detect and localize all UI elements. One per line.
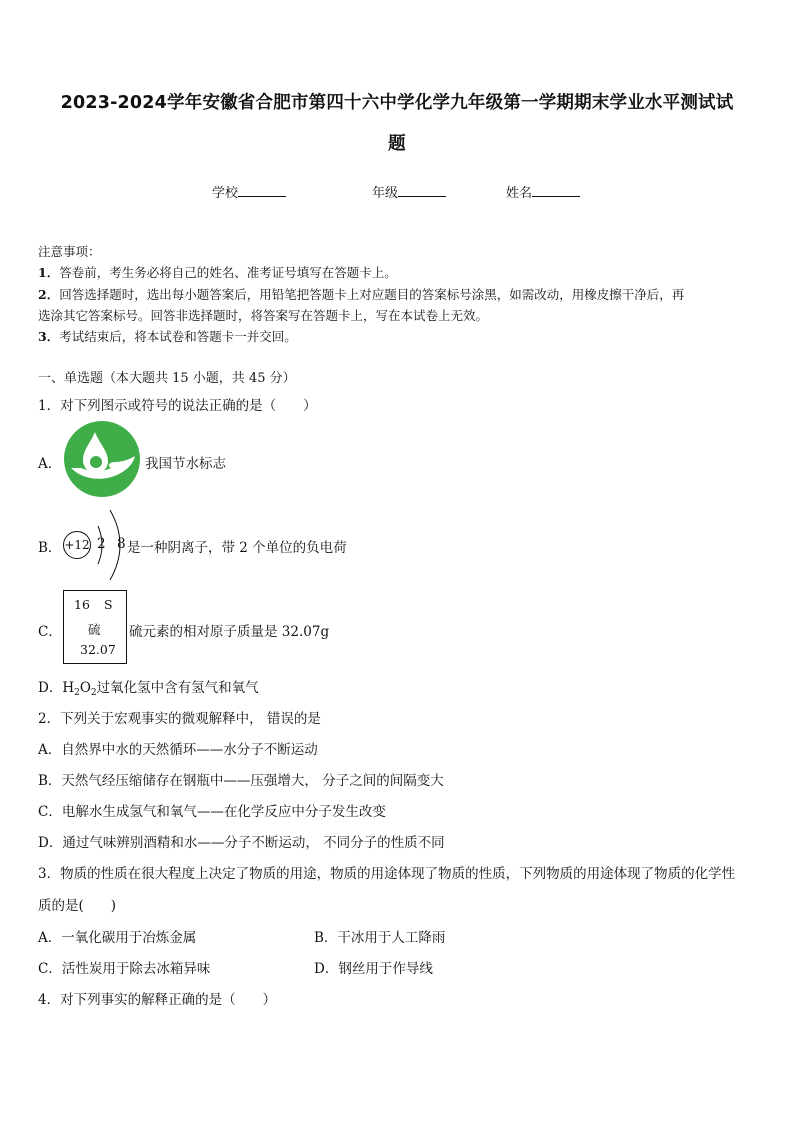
q3-stem-line2: 质的是( ) [38,898,117,914]
water-saving-logo-icon [63,420,141,498]
q4-stem: 4．对下列事实的解释正确的是（ ） [38,992,277,1008]
element-name: 硫 [88,622,101,637]
nucleus-circle: +12 [63,531,91,559]
notes-item-2 [38,284,684,305]
q3-stem-line1: 3．物质的性质在很大程度上决定了物质的用途，物质的用途体现了物质的性质，下列物质的用途体现了物质的化学性 [38,866,736,882]
school-blank [238,184,286,197]
q2-option-b: B．天然气经压缩储存在钢瓶中——压强增大， 分子之间的间隔变大 [38,773,444,789]
notes-item-1 [38,262,397,283]
notes-item-3 [38,326,297,347]
q1-option-a-text: 我国节水标志 [145,456,226,472]
element-card [63,590,127,664]
notes-item-text: 考试结束后，将本试卷和答题卡一并交回。 [59,329,297,344]
q3-option-d: D．钢丝用于作导线 [314,961,433,977]
grade-field [372,182,446,201]
name-field [506,182,580,201]
q2-option-c: C．电解水生成氢气和氧气——在化学反应中分子发生改变 [38,804,386,820]
formula-o: O [79,680,91,696]
school-field [212,182,286,201]
q1-option-a-label: A． [38,456,62,472]
q3-option-c: C．活性炭用于除去冰箱异味 [38,961,211,977]
q2-stem: 2．下列关于宏观事实的微观解释中， 错误的是 [38,711,321,727]
school-label: 学校 [212,186,239,201]
q1-stem: 1．对下列图示或符号的说法正确的是（ ） [38,398,317,414]
q1-option-d-text: 过氧化氢中含有氢气和氧气 [96,680,259,696]
shell-1-electrons: 2 [97,536,106,552]
notes-item-num: 1． [38,265,60,280]
q1-option-b-label: B． [38,540,62,556]
page-title-line1: 2023-2024学年安徽省合肥市第四十六中学化学九年级第一学期期末学业水平测试试 [60,93,734,113]
q2-option-d: D．通过气味辨别酒精和水——分子不断运动， 不同分子的性质不同 [38,835,445,851]
formula-sub-1: 2 [74,688,80,698]
q1-option-d [38,676,259,698]
q3-option-a: A．一氧化碳用于冶炼金属 [38,930,197,946]
q1-option-d-label: D． [38,680,63,696]
q2-option-a: A．自然界中水的天然循环——水分子不断运动 [38,742,318,758]
grade-label: 年级 [372,186,399,201]
notes-item-num: 3． [38,329,60,344]
element-symbol: S [104,597,113,612]
formula-h: H [62,680,75,696]
q1-option-c-text: 硫元素的相对原子质量是 32.07g [129,624,330,640]
notes-item-2-cont: 选涂其它答案标号。回答非选择题时，将答案写在答题卡上，写在本试卷上无效。 [38,308,489,323]
notes-heading: 注意事项： [38,244,101,259]
q1-option-c-label: C． [38,624,62,640]
q1-option-b-text: 是一种阴离子，带 2 个单位的负电荷 [127,540,347,556]
page-title-line2: 题 [388,134,406,154]
atomic-number: 16 [74,597,90,612]
name-label: 姓名 [506,186,533,201]
formula-sub-2: 2 [90,688,97,698]
section-heading: 一、单选题（本大题共 15 小题，共 45 分） [38,371,296,386]
name-blank [532,184,580,197]
notes-item-num: 2． [38,287,60,302]
shell-2-electrons: 8 [117,536,126,552]
notes-item-text: 回答选择题时，选出每小题答案后，用铅笔把答题卡上对应题目的答案标号涂黑，如需改动，用橡皮擦干净后，再 [59,287,685,302]
q3-option-b: B．干冰用于人工降雨 [314,930,446,946]
grade-blank [398,184,446,197]
notes-item-text: 答卷前，考生务必将自己的姓名、准考证号填写在答题卡上。 [59,265,397,280]
atomic-mass: 32.07 [80,642,116,657]
